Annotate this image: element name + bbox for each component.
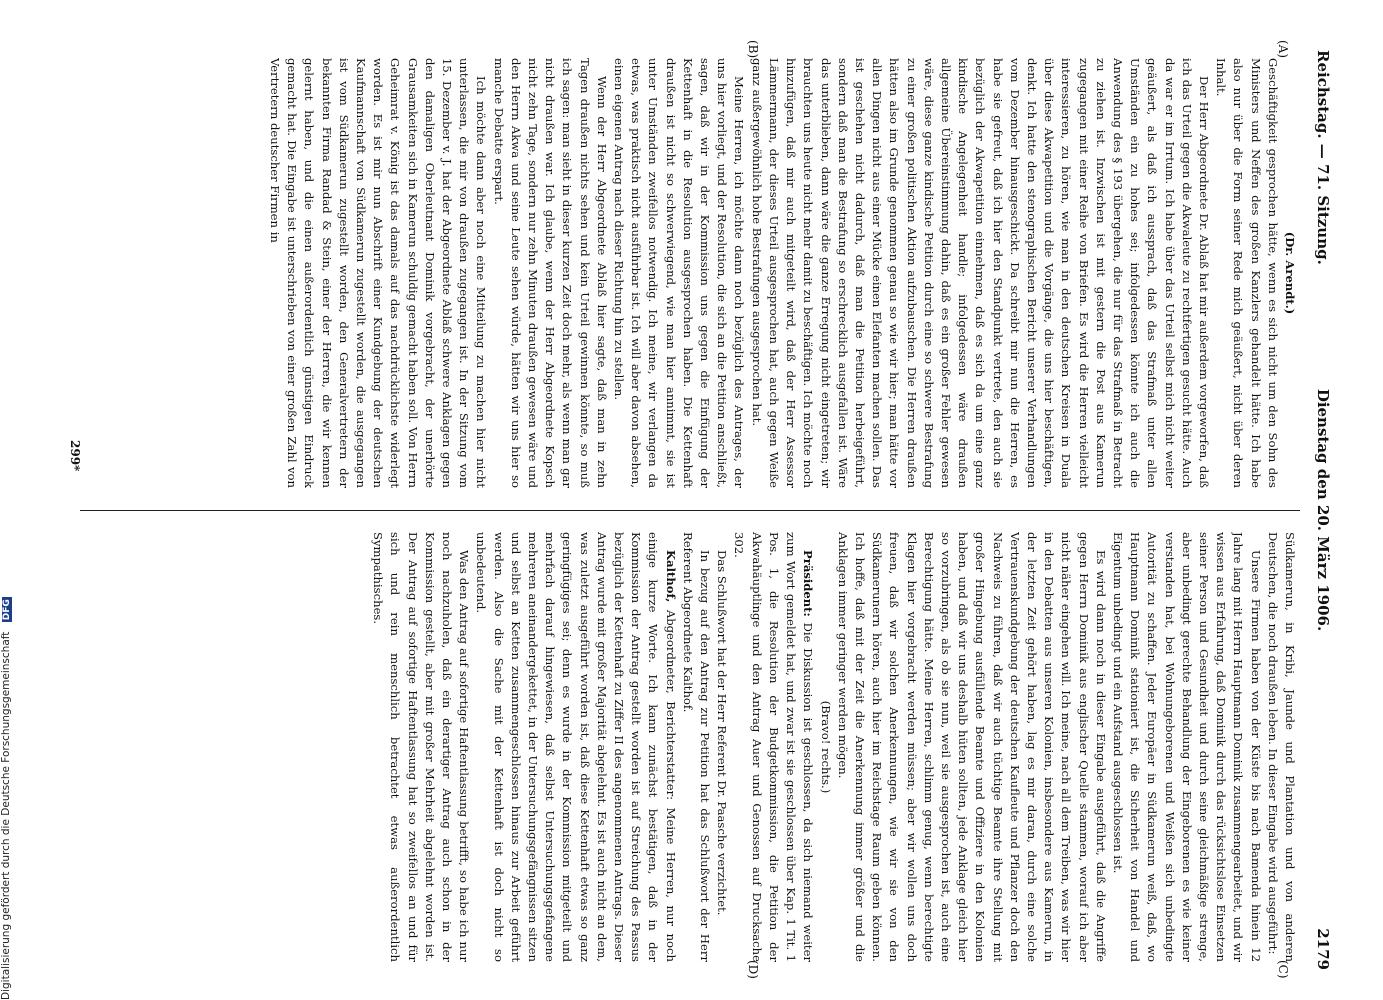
kalthof-label: Kalthof,: [663, 550, 678, 603]
left-paragraph: Meine Herren, ich möchte dann noch bezüglich des Antrages, der uns hier vorliegt, und der Resolution, die sich an die Petition anschließt, sagen, daß wir in der Kommission uns gegen die Einfügung der Kettenhaft in die Resolution ausgesprochen haben. Die Kettenhaft draußen ist nicht so schwerwiegend, wie man hier annimmt, sie ist unter Umständen zweifellos notwendig. Ich meine, wir verlangen da etwas, was praktisch nicht ausführbar ist. Ich will aber davon absehen, einen eigenen Antrag nach dieser Richtung hin zu stellen.: [612, 58, 747, 488]
left-paragraph: Der Herr Abgeordnete Dr. Ablaß hat mir außerdem vorgeworfen, daß ich das Urteil gegen die Akwaleute zu rechtfertigen gesucht hätte. Auch da war er im Irrtum. Ich habe über das Urteil selbst mich nicht weiter geäußert, als daß ich aussprach, daß das Strafmaß unter allen Umständen ein zu hohes sei; infolgedessen könnte ich auch die Anwendung des § 193 übergehen, die nur für das Strafmaß in Betracht zu ziehen ist. Inzwischen ist mit gestern die Post aus Kamerun zugegangen mit einer Reihe von Briefen. Es wird die Herren vielleicht interessieren, zu hören, wie man in den deutschen Kreisen in Duala über diese Akwapetition und die Vorgänge, die uns hier beschäftigen, denkt. Ich hatte den stenographischen Bericht unserer Verhandlungen vom Dezember hinausgeschickt. Da schreibt mir nun die Herren, es habe sie gefreut, daß ich hier den Standpunkt vertrete, den auch sie bezüglich der Akwapetition einnehmen, daß es sich da um eine ganz kindische Angelegenheit handle; infolgedessen wäre draußen allgemeine Übereinstimmung dahin, daß es ein großer Fehler gewesen wäre, diese ganze kindische Petition durch eine so schwere Bestrafung zu einer großen politischen Aktion aufzubauschen. Die Herren draußen hätten also im Grunde genommen genau so wie wir hier; man hätte vor allen Dingen nicht aus einer Mücke einen Elefanten machen sollen. Das ist geschehen nicht dadurch, daß man die Petition herbeigeführt, sondern daß man die Bestrafung so erschrecklich ausgefallen ist. Wäre das unterblieben, dann wäre die ganze Erregung nicht eingetreten; wir brauchten uns heute nicht mehr damit zu beschäftigen. Ich möchte noch hinzufügen, daß mir auch mitgeteilt wird, daß der Herr Assessor Lämmermann, der dieses Urteil ausgesprochen hat, auch gegen Weiße ganz außergewöhnlich hohe Bestrafungen ausgesprochen hat.: [749, 58, 1211, 488]
quoted-paragraph: Unsere Firmen haben von der Küste bis nach Bamenda hinein 12 Jahre lang mit Herrn Hauptmann Dominik zusammengearbeitet, und wir wissen aus Erfahrung, daß Dominik durch das rücksichtslose Einsetzen seiner Person und Gesundheit und durch seine gleichmäßige strenge, aber unbedingt gerechte Behandlung der Eingeborenen es wie keiner verstanden hat, bei Wohnungeborenen und Weißen sich unbedingte Autorität zu schaffen. Jeder Europäer in Südkamerun weiß, daß, wo Hauptmann Dominik stationiert ist, die Sicherheit von Handel und Eigentum unbedingt und ein Aufstand ausgeschlossen ist.: [1110, 532, 1263, 962]
left-paragraph: Wenn der Herr Abgeordnete Ablaß hier sagte, daß man in zehn Tagen draußen nichts sehen und kein Urteil gewinnen könnte, so muß ich sagen: man sieht in dieser kurzen Zeit doch mehr, als wenn man gar nicht draußen war. Ich glaube, wenn der Herr Abgeordnete Kopsch nicht zehn Tage, sondern nur zehn Minuten draußen gewesen wäre und den Herrn Akwa und seine Leute sehen würde, hätten wir uns hier so manche Debatte erspart.: [491, 58, 609, 488]
margin-tag-b: (B): [746, 40, 760, 59]
right-paragraph: Südkamerun, in Kribi, Jaunde und Plantation und von anderen Deutschen, die noch draußen leben. In dieser Eingabe wird ausgeführt:: [1265, 532, 1297, 962]
rotated-page: [50, 40, 1340, 980]
president-label: Präsident:: [801, 550, 816, 617]
margin-tag-a: (A): [1276, 40, 1290, 59]
speaker-line: (Dr. Arendt.): [1283, 231, 1297, 315]
left-paragraph: Ich möchte dann aber noch eine Mitteilung zu machen hier nicht unterlassen, die mir von draußen zugegangen ist. In der Sitzung vom 15. Dezember v. J. hat der Abgeordnete Ablaß schwere Anklagen gegen den damaligen Oberleutnant Dominik vorgebracht, der unerhörte Grausamkeiten sich in Kamerun schuldig gemacht haben soll. Von Herrn Geheimrat v. König ist das damals auf das nachdrücklichste widerlegt worden. Es ist mir nun Abschrift einer Kundgebung der deutschen Kaufmannschaft von Südkamerun zugestellt worden, die ausgegangen ist vom Südkamerun zugestellt worden, den Generalvertretern der bekannten Firma Randad & Stein, einer der Herren, die wir kennen gelernt haben, und die einen außerordentlich günstigen Eindruck gemacht hat. Die Eingabe ist unterschrieben von einer großen Zahl von Vertretern deutscher Firmen in: [268, 58, 489, 488]
margin-tag-d: (D): [746, 960, 760, 979]
margin-tag-c: (C): [1276, 960, 1290, 979]
credit-text: Digitalisierung gefördert durch die Deutsche Forschungsgemeinschaft: [0, 631, 12, 1000]
president-statement: Die Diskussion ist geschlossen, da sich niemand weiter zum Wort gemeldet hat, und zwar ist sie geschlossen über Kap. 1 Tit. 1 Pos. 1, die Resolution der Budgetkommission, die Petition der Akwahäuptlinge und den Antrag Auer und Genossen auf Drucksache 302.: [732, 532, 816, 962]
dfg-logo-icon: DFG: [2, 599, 12, 621]
right-column: [83, 532, 1298, 962]
right-paragraph: Es wird dann noch in dieser Eingabe ausgeführt, daß die Angriffe gegen Herrn Dominik aus englischer Quelle stammen, worauf ich aber nicht näher eingehen will. Ich meine, nach all dem Treiben, was wir hier in den Debatten aus unseren Kolonien, insbesondere aus Kamerun, in der letzten Zeit gehört haben, lag es mir daran, durch eine solche Vertrauenskundgebung der deutschen Kaufleute und Pflanzer doch den Nachweis zu führen, daß wir auch tüchtige Beamte ihre Stellung mit großer Hingebung ausfüllende Beamte und Offiziere in den Kolonien haben, und daß wir uns deshalb hüten sollten, jede Anklage gleich hier so vorzubringen, als ob sie nun, weil sie ausgesprochen ist, auch eine Berechtigung hätte. Meine Herren, schlimm genug, wenn berechtigte Klagen hier vorgebracht werden müssen; aber wir wollen uns doch freuen, daß wir solchen Anerkennungen, wie wir sie von den Südkamerunern hören, auch hier im Reichstage Raum geben können. Ich hoffe, daß mit der Zeit die Anerkennung immer größer und die Anklagen immer geringer werden mögen.: [835, 532, 1108, 962]
header-date: Dienstag den 20. März 1906.: [1314, 388, 1332, 632]
header-session: Reichstag. — 71. Sitzung.: [1314, 50, 1332, 265]
left-column: [83, 58, 1298, 488]
kalthof-statement: Abgeordneter, Berichterstatter: Meine Herren, nur noch einige kurze Worte. Ich kann zunächst bestätigen, daß in der Kommission der Antrag gestellt worden ist auf Streichung des Passus bezüglich der Kettenhaft zu Ziffer II des angenommenen Antrags. Dieser Antrag wurde mit großer Majorität abgelehnt. Es ist auch nicht an dem, was zuletzt ausgeführt worden ist, daß diese Kettenhaft etwas so ganz geringfügiges sei; denn es wurde in der Kommission mitgeteilt und mehrfach darauf hingewiesen, daß selbst Untersuchungsgefangene mehreren aneinandergekettet, in der Untersuchungsgefängnissen sitzen und selbst an Ketten zusammengeschlossen hinaus zur Arbeit geführt werden. Also die Sache mit der Kettenhaft ist doch nicht so unbedeutend.: [474, 532, 678, 962]
closing-paragraph: Was den Antrag auf sofortige Haftentlassung betrifft, so habe ich nur noch nachzuholen, daß ein derartiger Antrag auch schon in der Kommission gestellt, aber mit großer Mehrheit abgelehnt worden ist. Der Antrag auf sofortige Haftentlassung hat so zweifellos an und für sich und rein menschlich betrachtet etwas außerordentlich Sympathisches.: [371, 532, 472, 962]
left-paragraph: Geschäftigkeit gesprochen hätte, wenn es sich nicht um den Sohn des Ministers und Neffen des großen Kanzlers gehandelt hätte. Ich habe also nur über die Form seiner Rede mich geäußert, nicht über deren Inhalt.: [1214, 58, 1280, 488]
page-number: 2179: [1314, 928, 1332, 970]
digitization-credit: [0, 0, 14, 1000]
column-divider: [80, 510, 1300, 511]
footer-signature: 299*: [68, 440, 82, 472]
page-header: [1306, 50, 1336, 970]
president-statement-2: Das Schlußwort hat der Herr Referent Dr. Paasche verzichtet.: [715, 550, 730, 916]
applause-note: (Bravo! rechts.): [818, 700, 833, 794]
president-statement-3: In bezug auf den Antrag zur Petition hat das Schlußwort der Herr Referent Abgeordnete Kalthof.: [680, 532, 713, 962]
